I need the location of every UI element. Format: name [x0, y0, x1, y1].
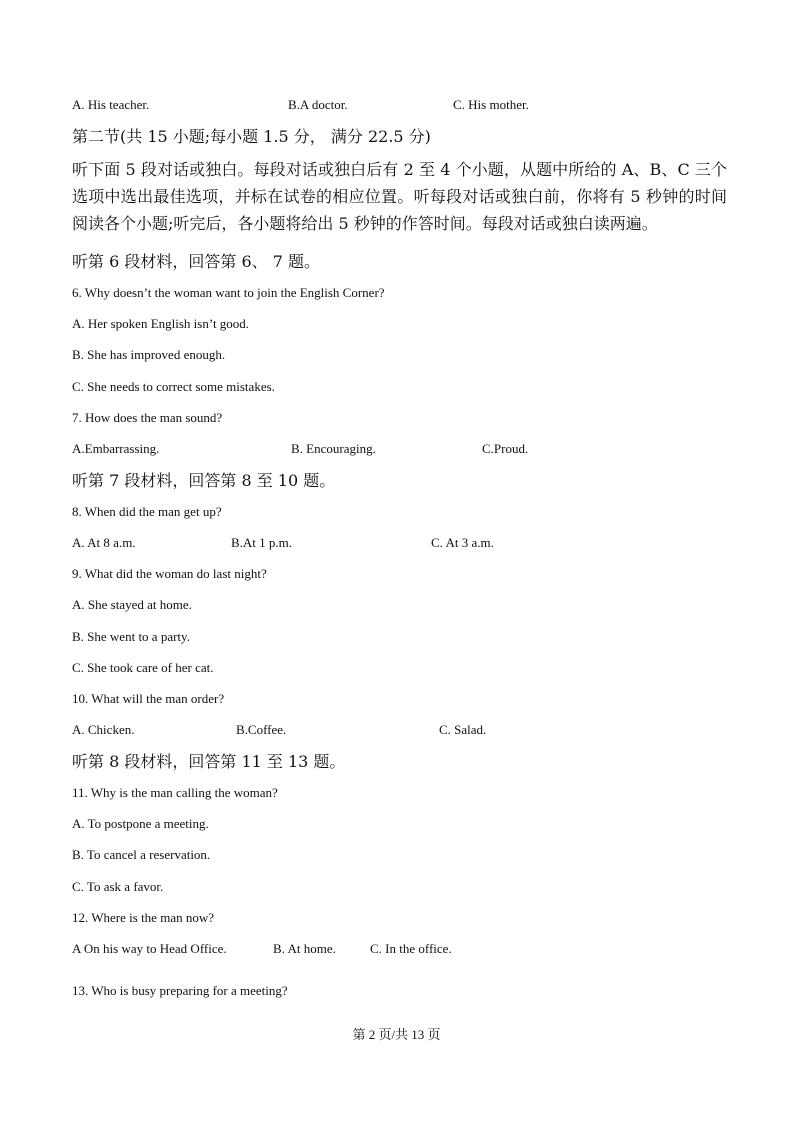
q12-option-c: C. In the office. — [370, 941, 452, 956]
q10-option-a: A. Chicken. — [72, 722, 135, 737]
q11-question: 11. Why is the man calling the woman? — [72, 785, 278, 800]
q11-option-b: B. To cancel a reservation. — [72, 847, 211, 862]
q6-option-c: C. She needs to correct some mistakes. — [72, 379, 275, 394]
material-6-heading: 听第 6 段材料，回答第 6、 7 题。 — [72, 252, 320, 271]
q7-option-a: A.Embarrassing. — [72, 441, 160, 456]
q10-option-b: B.Coffee. — [236, 722, 287, 737]
q12-option-a: A On his way to Head Office. — [72, 941, 227, 956]
q11-option-c: C. To ask a favor. — [72, 879, 164, 894]
section-heading: 第二节(共 15 小题;每小题 1.5 分， 满分 22.5 分) — [72, 127, 431, 146]
q6-question: 6. Why doesn’t the woman want to join the English Corner? — [72, 285, 385, 300]
q10-question: 10. What will the man order? — [72, 691, 225, 706]
q6-option-b: B. She has improved enough. — [72, 347, 226, 362]
q5-option-a: A. His teacher. — [72, 97, 150, 112]
material-7-heading: 听第 7 段材料，回答第 8 至 10 题。 — [72, 471, 336, 490]
q5-option-c: C. His mother. — [453, 97, 529, 112]
q9-question: 9. What did the woman do last night? — [72, 566, 267, 581]
q6-option-a: A. Her spoken English isn’t good. — [72, 316, 250, 331]
q10-option-c: C. Salad. — [439, 722, 487, 737]
q9-option-b: B. She went to a party. — [72, 629, 190, 644]
q5-option-b: B.A doctor. — [288, 97, 348, 112]
q12-question: 12. Where is the man now? — [72, 910, 214, 925]
q13-question: 13. Who is busy preparing for a meeting? — [72, 983, 288, 998]
q11-option-a: A. To postpone a meeting. — [72, 816, 209, 831]
q8-question: 8. When did the man get up? — [72, 504, 222, 519]
q9-option-a: A. She stayed at home. — [72, 597, 192, 612]
q8-option-b: B.At 1 p.m. — [231, 535, 293, 550]
instructions: 听下面 5 段对话或独白。每段对话或独白后有 2 至 4 个小题，从题中所给的 A、B、C 三个选项中选出最佳选项，并标在试卷的相应位置。听每段对话或独白前，你将有 5 秒钟的时间阅读各个小题;听完后，各小题将给出 5 秒钟的作答时间。每段对话或独白读两遍。 — [72, 160, 727, 233]
q7-option-c: C.Proud. — [482, 441, 529, 456]
q8-option-c: C. At 3 a.m. — [431, 535, 494, 550]
material-8-heading: 听第 8 段材料，回答第 11 至 13 题。 — [72, 752, 346, 771]
page-footer: 第 2 页/共 13 页 — [352, 1027, 441, 1042]
q9-option-c: C. She took care of her cat. — [72, 660, 214, 675]
q12-option-b: B. At home. — [273, 941, 336, 956]
q7-option-b: B. Encouraging. — [291, 441, 376, 456]
q8-option-a: A. At 8 a.m. — [72, 535, 136, 550]
q7-question: 7. How does the man sound? — [72, 410, 223, 425]
